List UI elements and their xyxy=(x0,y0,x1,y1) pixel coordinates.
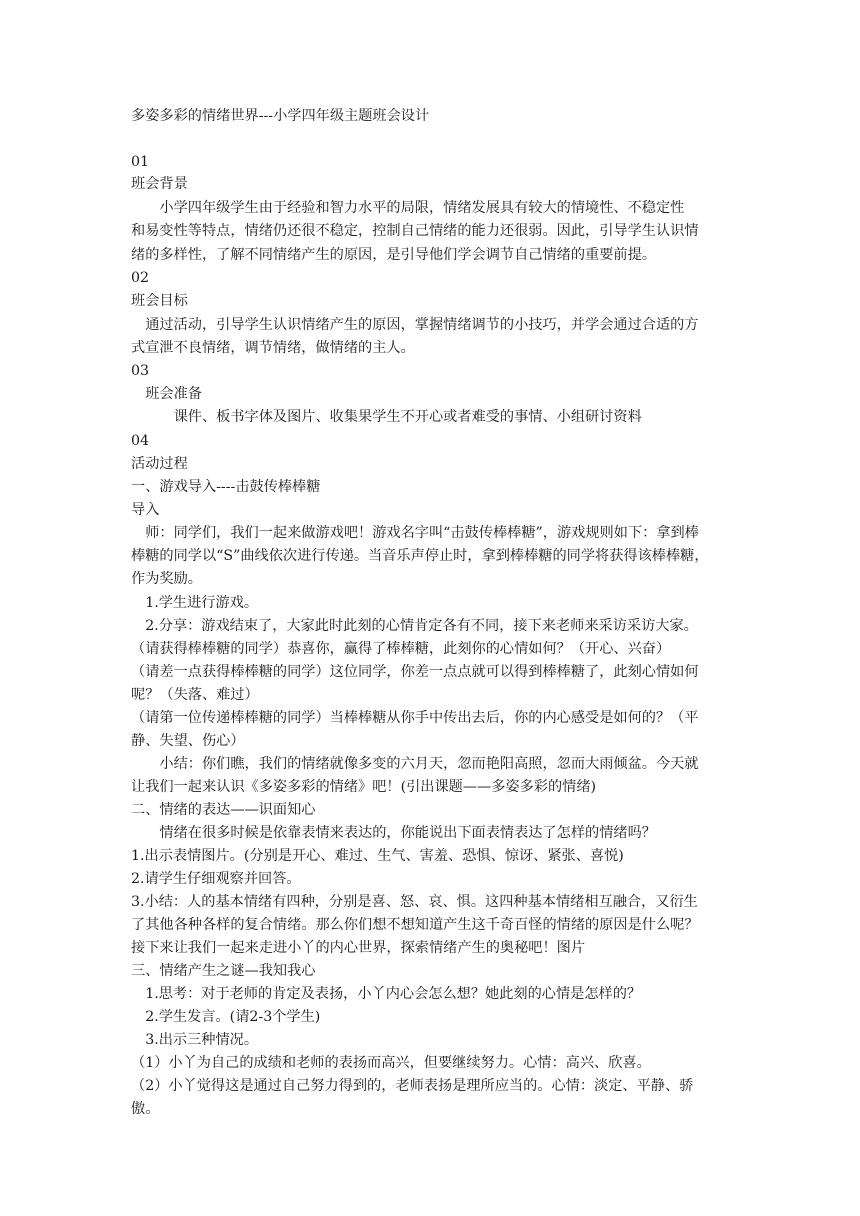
body-line: 2.学生发言。(请2-3个学生) xyxy=(131,1009,321,1025)
body-line: （2）小丫觉得这是通过自己努力得到的，老师表扬是理所应当的。心情：淡定、平静、骄 xyxy=(131,1078,694,1094)
body-line: 师：同学们，我们一起来做游戏吧！游戏名字叫“击鼓传棒棒糖”，游戏规则如下：拿到棒 xyxy=(131,525,699,541)
body-line: 1.学生进行游戏。 xyxy=(131,595,259,611)
body-line: 课件、板书字体及图片、收集果学生不开心或者难受的事情、小组研讨资料 xyxy=(131,409,642,425)
body-line: 绪的多样性，了解不同情绪产生的原因，是引导他们学会调节自己情绪的重要前提。 xyxy=(131,247,656,263)
body-line: 情绪在很多时候是依靠表情来表达的，你能说出下面表情表达了怎样的情绪吗？ xyxy=(131,825,656,841)
body-line: 接下来让我们一起来走进小丫的内心世界，探索情绪产生的奥秘吧！图片 xyxy=(131,940,586,956)
document-title: 多姿多彩的情绪世界---小学四年级主题班会设计 xyxy=(131,108,430,124)
body-line: 通过活动，引导学生认识情绪产生的原因，掌握情绪调节的小技巧，并学会通过合适的方 xyxy=(131,317,699,333)
body-line: 班会目标 xyxy=(131,293,188,309)
body-line: 3.小结：人的基本情绪有四种，分别是喜、怒、哀、惧。这四种基本情绪相互融合，又衍生 xyxy=(131,894,698,910)
body-line: 3.出示三种情况。 xyxy=(131,1032,259,1048)
body-line: 作为奖励。 xyxy=(131,571,202,587)
body-line: 三、情绪产生之谜—我知我心 xyxy=(131,963,316,979)
body-line: 棒糖的同学以“S”曲线依次进行传递。当音乐声停止时，拿到棒棒糖的同学将获得该棒棒糖， xyxy=(131,548,709,564)
body-line: （请第一位传递棒棒糖的同学）当棒棒糖从你手中传出去后，你的内心感受是如何的？（平 xyxy=(131,710,699,726)
body-line: 式宣泄不良情绪，调节情绪，做情绪的主人。 xyxy=(131,340,415,356)
body-line: 一、游戏导入----击鼓传棒棒糖 xyxy=(131,479,321,495)
body-line: 04 xyxy=(131,433,150,449)
body-line: 03 xyxy=(131,363,150,379)
body-line: 了其他各种各样的复合情绪。那么你们想不想知道产生这千奇百怪的情绪的原因是什么呢？ xyxy=(131,917,699,933)
body-line: 小学四年级学生由于经验和智力水平的局限，情绪发展具有较大的情境性、不稳定性 xyxy=(131,200,685,216)
body-line: 2.请学生仔细观察并回答。 xyxy=(131,871,301,887)
body-line: （请差一点获得棒棒糖的同学）这位同学，你差一点点就可以得到棒棒糖了，此刻心情如何 xyxy=(131,664,699,680)
body-line: 02 xyxy=(131,270,150,286)
body-line: 呢？（失落、难过） xyxy=(131,687,259,703)
body-line: 小结：你们瞧，我们的情绪就像多变的六月天，忽而艳阳高照，忽而大雨倾盆。今天就 xyxy=(131,756,699,772)
body-line: 1.出示表情图片。(分别是开心、难过、生气、害羞、恐惧、惊讶、紧张、喜悦) xyxy=(131,848,624,864)
body-line: 01 xyxy=(131,154,150,170)
body-line: 让我们一起来认识《多姿多彩的情绪》吧！(引出课题——多姿多彩的情绪) xyxy=(131,779,597,795)
body-line: （1）小丫为自己的成绩和老师的表扬而高兴，但要继续努力。心情：高兴、欣喜。 xyxy=(131,1055,651,1071)
body-line: 2.分享：游戏结束了，大家此时此刻的心情肯定各有不同，接下来老师来采访采访大家。 xyxy=(131,618,698,634)
body-line: 静、失望、伤心） xyxy=(131,733,245,749)
body-line: 傲。 xyxy=(131,1101,160,1117)
body-line: 1.思考：对于老师的肯定及表扬，小丫内心会怎么想？她此刻的心情是怎样的？ xyxy=(131,986,642,1002)
body-line: （请获得棒棒糖的同学）恭喜你，赢得了棒棒糖，此刻你的心情如何？（开心、兴奋） xyxy=(131,641,671,657)
body-line: 班会背景 xyxy=(131,176,188,192)
body-line: 活动过程 xyxy=(131,456,188,472)
body-line: 班会准备 xyxy=(131,386,202,402)
body-line: 导入 xyxy=(131,502,160,518)
body-line: 二、情绪的表达——识面知心 xyxy=(131,802,316,818)
body-line: 和易变性等特点，情绪仍还很不稳定，控制自己情绪的能力还很弱。因此，引导学生认识情 xyxy=(131,223,699,239)
